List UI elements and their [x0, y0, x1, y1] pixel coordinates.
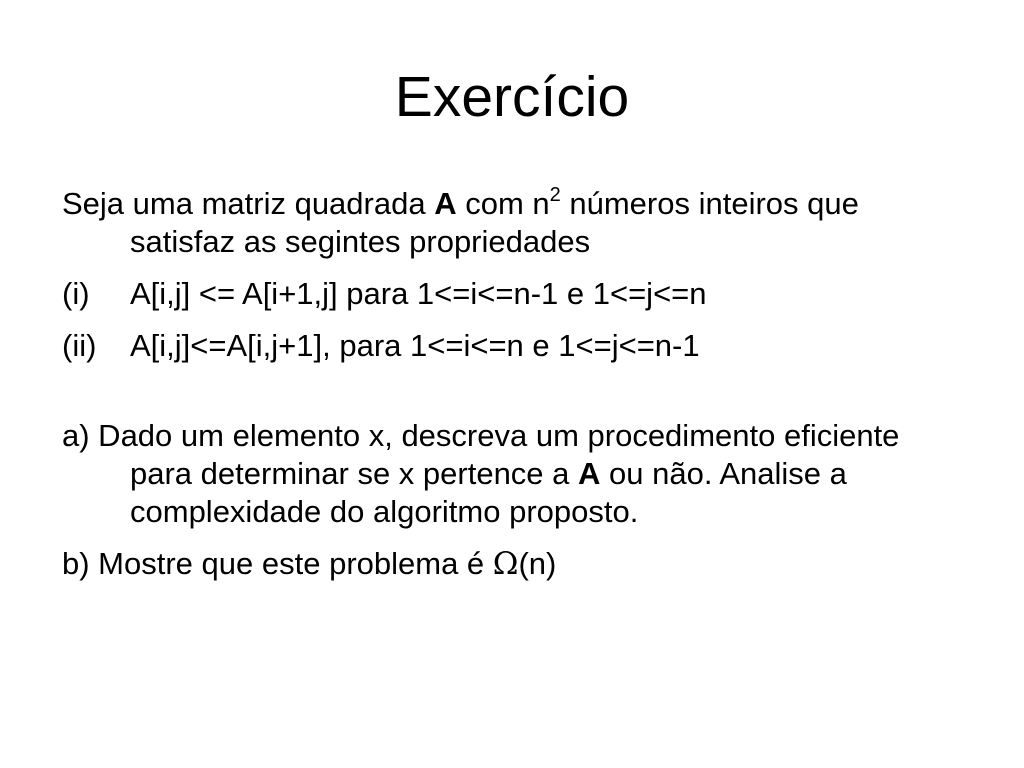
intro-paragraph — [62, 185, 962, 261]
omega-symbol: Ω — [492, 546, 519, 582]
property-label: (ii) — [62, 328, 97, 363]
slide-title: Exercício — [394, 65, 630, 129]
property-text: A[i,j]<=A[i,j+1], para 1<=i<=n e 1<=j<=n-1 — [130, 328, 700, 363]
matrix-name: A — [578, 456, 601, 491]
slide-body — [62, 185, 962, 583]
matrix-name: A — [434, 186, 457, 221]
property-label: (i) — [62, 276, 90, 311]
question-a-prefix: a) Dado um elemento x, descreva um procedimento eficiente para determinar se x pertence a — [62, 418, 900, 491]
question-b — [62, 545, 962, 583]
question-a — [62, 417, 962, 531]
property-text: A[i,j] <= A[i+1,j] para 1<=i<=n-1 e 1<=j<=n — [130, 276, 707, 311]
intro-prefix: Seja uma matriz quadrada — [62, 186, 435, 221]
property-item-i — [62, 275, 962, 313]
intro-middle: com n — [456, 186, 550, 221]
question-b-suffix: (n) — [518, 546, 557, 581]
property-item-ii — [62, 327, 962, 365]
question-a-suffix: ou não. Analise a complexidade do algoritmo proposto. — [130, 456, 847, 529]
question-b-prefix: b) Mostre que este problema é — [62, 546, 493, 581]
intro-suffix: números inteiros que satisfaz as segintes propriedades — [130, 186, 859, 259]
exponent: 2 — [549, 184, 561, 206]
